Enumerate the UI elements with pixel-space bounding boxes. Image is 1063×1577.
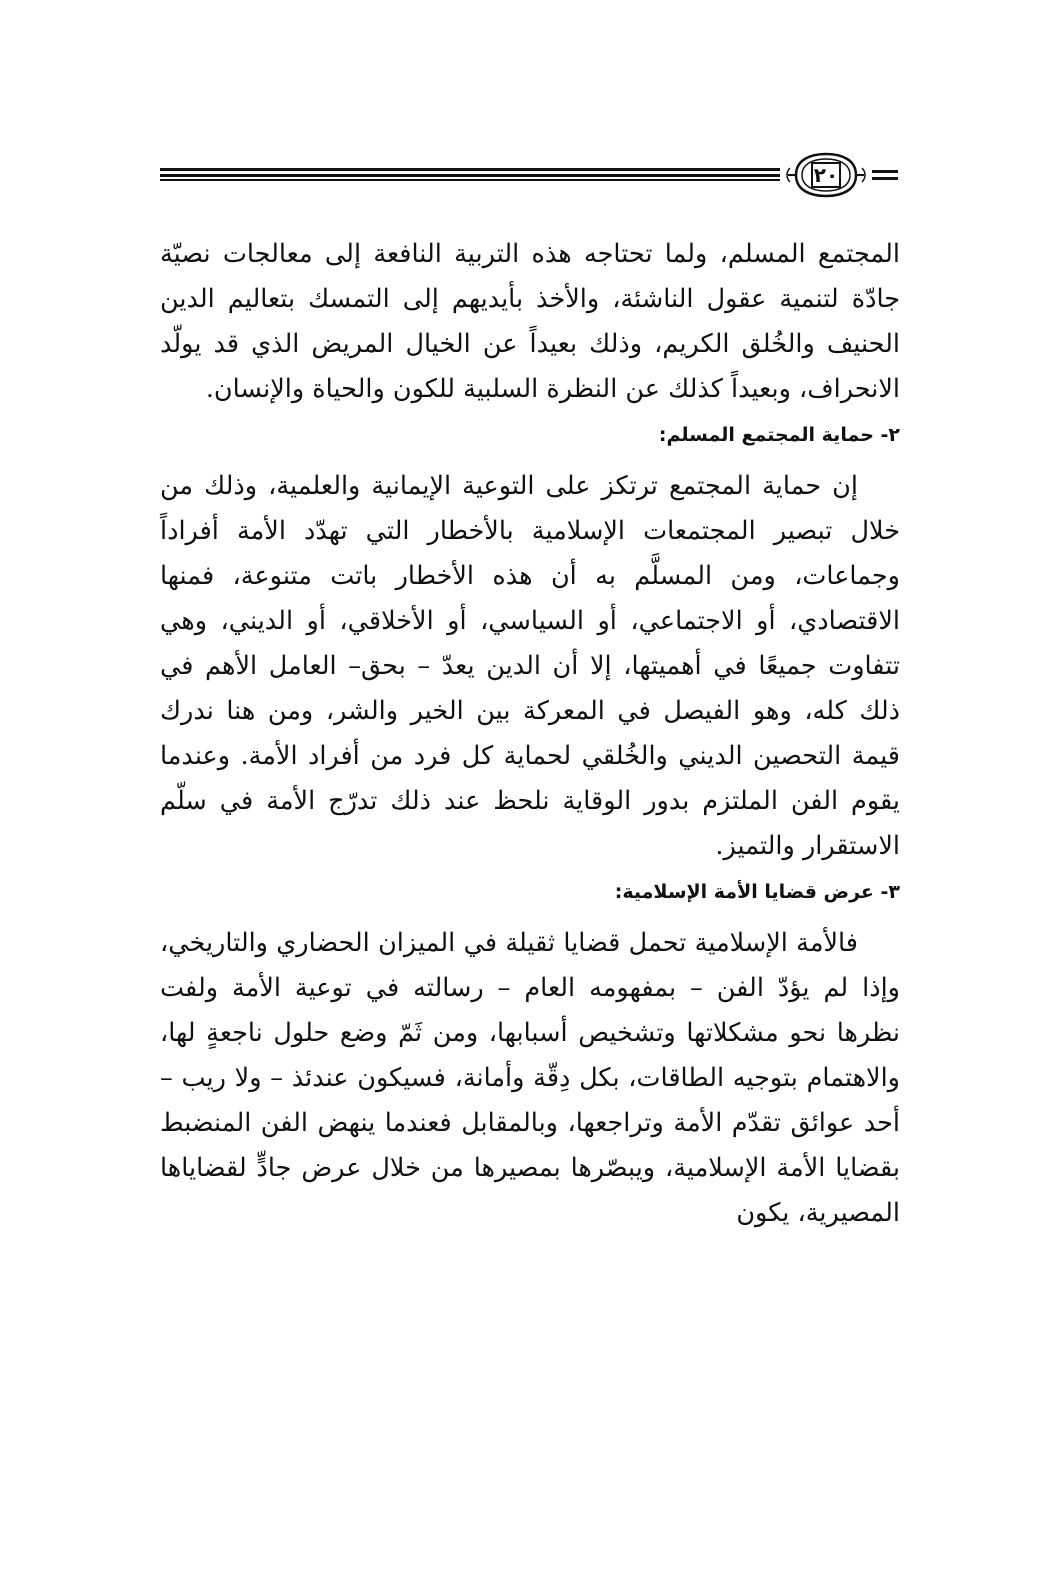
paragraph-2: إن حماية المجتمع ترتكز على التوعية الإيمانية والعلمية، وذلك من خلال تبصير المجتمعات الإسلامية بالأخطار التي تهدّد الأمة أفراداً وجماعات، ومن المسلَّم به أن هذه الأخطار باتت متنوعة، فمنها الاقتصادي، أو الاجتماعي، أو السياسي، أو الأخلاقي، أو الديني، وهي تتفاوت جميعًا في أهميتها، إلا أن الدين يعدّ – بحق– العامل الأهم في ذلك كله، وهو الفيصل في المعركة بين الخير والشر، ومن هنا ندرك قيمة التحصين الديني والخُلقي لحماية كل فرد من أفراد الأمة. وعندما يقوم الفن الملتزم بدور الوقاية نلحظ عند ذلك تدرّج الأمة في سلّم الاستقرار والتميز. — [160, 471, 900, 861]
paragraph-1: المجتمع المسلم، ولما تحتاجه هذه التربية النافعة إلى معالجات نصيّة جادّة لتنمية عقول الناشئة، والأخذ بأيديهم إلى التمسك بتعاليم الدين الحنيف والخُلق الكريم، وذلك بعيداً عن الخيال المريض الذي قد يولّد الانحراف، وبعيداً كذلك عن النظرة السلبية للكون والحياة والإنسان. — [160, 239, 900, 404]
page-number-badge — [782, 150, 870, 200]
page-body — [160, 232, 900, 1236]
page-header — [160, 150, 900, 200]
header-rule — [160, 168, 780, 182]
section-heading-3: ٣- عرض قضايا الأمة الإسلامية: — [614, 881, 900, 903]
header-rule-end — [872, 168, 898, 182]
paragraph-3: فالأمة الإسلامية تحمل قضايا ثقيلة في الميزان الحضاري والتاريخي، وإذا لم يؤدّ الفن – بمفهومه العام – رسالته في توعية الأمة ولفت نظرها نحو مشكلاتها وتشخيص أسبابها، ومن ثَمّ وضع حلول ناجعةٍ لها، والاهتمام بتوجيه الطاقات، بكل دِقّة وأمانة، فسيكون عندئذ – ولا ريب – أحد عوائق تقدّم الأمة وتراجعها، وبالمقابل فعندما ينهض الفن المنضبط بقضايا الأمة الإسلامية، ويبصّرها بمصيرها من خلال عرض جادٍّ لقضاياها المصيرية، يكون — [160, 928, 900, 1228]
section-heading-2: ٢- حماية المجتمع المسلم: — [658, 424, 900, 446]
page-number: ٢٠ — [813, 163, 839, 187]
